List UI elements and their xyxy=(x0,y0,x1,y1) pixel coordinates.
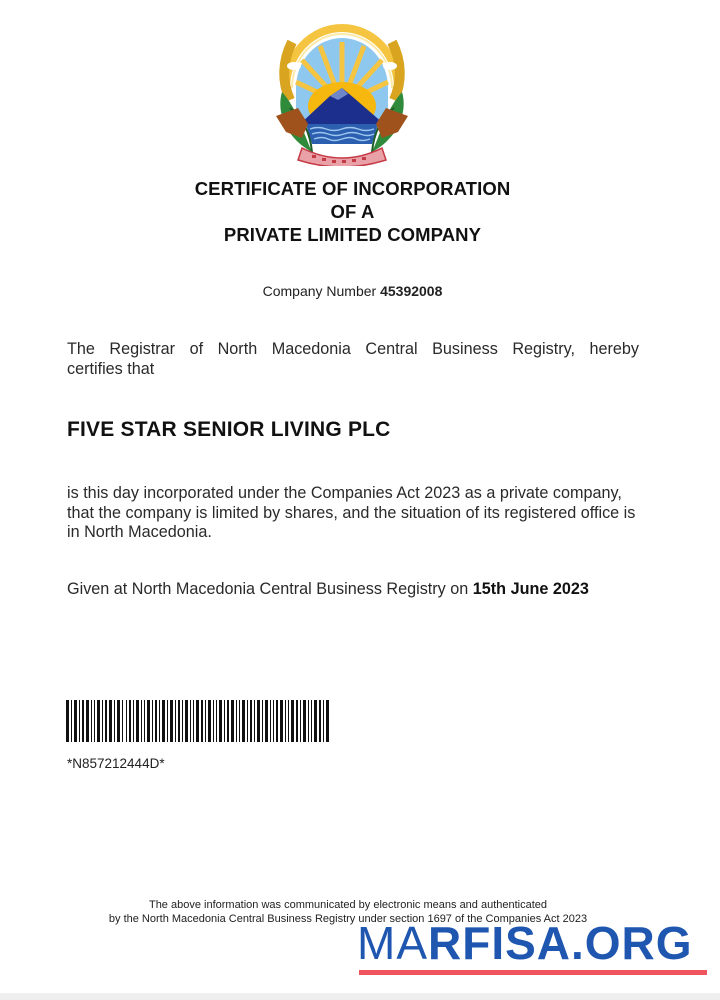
footer-line-2: by the North Macedonia Central Business Registry under section 1697 of the Companies Act 2023 xyxy=(108,912,588,925)
watermark-part-2: RFISA xyxy=(428,917,571,969)
title-line-2: OF A xyxy=(330,201,375,222)
title-line-1: CERTIFICATE OF INCORPORATION xyxy=(194,178,511,199)
coat-of-arms-icon xyxy=(272,12,412,166)
registrar-statement-line-1: The Registrar of North Macedonia Central Business Registry, hereby xyxy=(67,340,639,358)
company-number-value: 45392008 xyxy=(380,283,443,299)
given-at-text: Given at North Macedonia Central Business Registry on xyxy=(67,580,469,598)
incorporation-date: 15th June 2023 xyxy=(472,580,589,598)
registrar-statement xyxy=(67,340,639,379)
registrar-statement-line-2: certifies that xyxy=(67,359,155,378)
watermark-underline xyxy=(359,970,707,975)
barcode-icon xyxy=(66,700,330,742)
incorporation-statement: is this day incorporated under the Companies Act 2023 as a private company, that the company is limited by shares, and the situation of its registered office is in North Macedonia. xyxy=(67,484,636,541)
certificate-title xyxy=(0,177,705,246)
bottom-strip xyxy=(0,993,720,1000)
company-number-label: Company Number xyxy=(262,283,377,299)
watermark-part-1: MA xyxy=(357,917,428,969)
given-at-statement xyxy=(67,580,639,600)
barcode-text: *N857212444D* xyxy=(67,756,165,771)
title-line-3: PRIVATE LIMITED COMPANY xyxy=(223,224,482,245)
company-name: FIVE STAR SENIOR LIVING PLC xyxy=(67,418,391,441)
watermark-logo xyxy=(357,918,709,968)
company-number xyxy=(0,283,705,299)
watermark-part-3: .ORG xyxy=(571,917,693,969)
footer-line-1: The above information was communicated by electronic means and authenticated xyxy=(148,899,548,911)
